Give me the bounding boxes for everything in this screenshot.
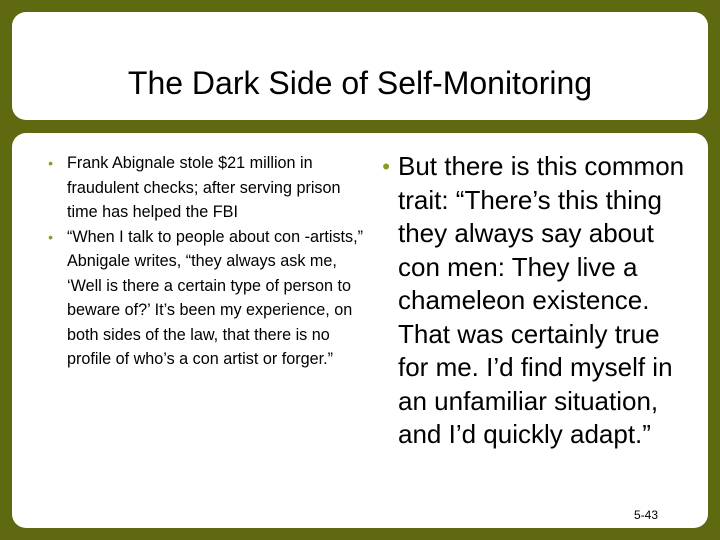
bullet-icon: • — [382, 154, 390, 179]
content-panel — [12, 133, 708, 528]
bullet-text: Frank Abignale stole $21 million in fraudulent checks; after serving prison time has helped the FBI — [67, 154, 341, 221]
title-panel — [12, 12, 708, 120]
left-bullet-list — [31, 151, 367, 372]
right-bullet-list — [366, 150, 696, 452]
slide-title: The Dark Side of Self-Monitoring — [127, 65, 593, 101]
list-item — [31, 225, 367, 372]
bullet-icon: • — [48, 155, 53, 171]
list-item — [31, 151, 367, 225]
list-item — [366, 150, 696, 452]
bullet-text: “When I talk to people about con -artists,” Abnigale writes, “they always ask me, ‘Well is there a certain type of person to beware of?’ It’s been my experience, on both sides of the law, that there is no profile of who’s a con artist or forger.” — [67, 227, 364, 368]
page-number: 5-43 — [634, 508, 659, 522]
bullet-text: But there is this common trait: “There’s this thing they always say about con men: They live a chameleon existence. That was certainly true for me. I’d find myself in an unfamiliar situation, and I’d quickly adapt.” — [398, 151, 685, 449]
bullet-icon: • — [48, 228, 53, 245]
